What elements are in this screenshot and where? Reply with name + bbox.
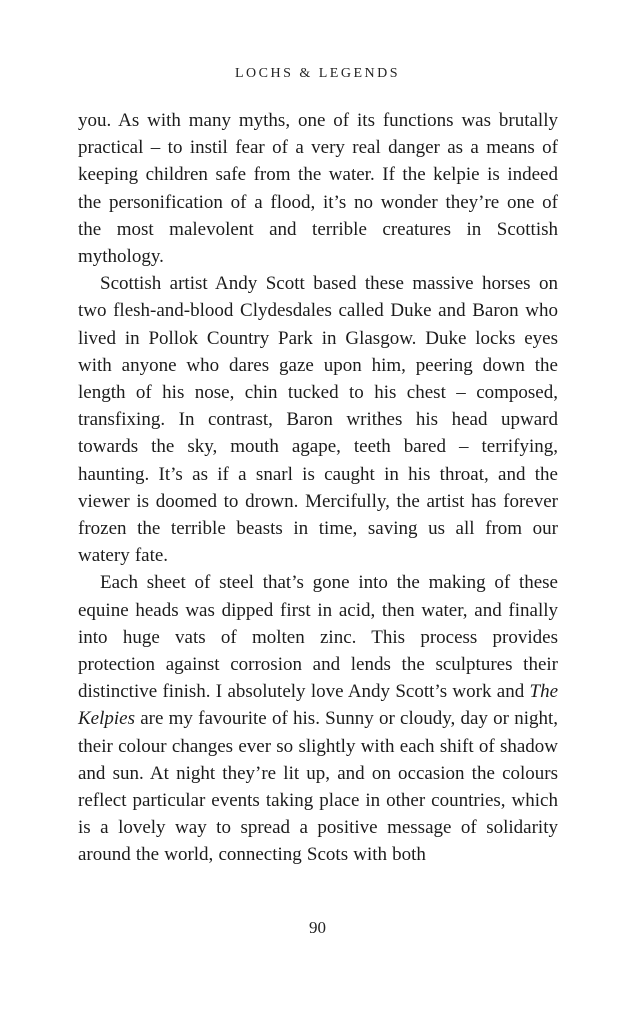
paragraph bbox=[78, 569, 558, 868]
text-run: are my favourite of his. Sunny or cloudy, day or night, their colour changes ever so slightly with each shift of shadow and sun. At night they’re lit up, and on occasion the colours reflect particular events taking place in other countries, which is a lovely way to spread a positive message of solidarity around the world, connecting Scots with both bbox=[78, 708, 558, 866]
body-text bbox=[78, 107, 558, 869]
text-run: you. As with many myths, one of its functions was brutally practical – to instil fear of a very real danger as a means of keeping children safe from the water. If the kelpie is indeed the personification of a flood, it’s no wonder they’re one of the most malevolent and terrible creatures in Scottish mythology. bbox=[78, 110, 558, 268]
italic-text-run: The Kelpies bbox=[78, 681, 558, 730]
page-number: 90 bbox=[309, 918, 326, 937]
paragraph bbox=[78, 107, 558, 270]
running-header: LOCHS & LEGENDS bbox=[234, 66, 401, 81]
text-run: Scottish artist Andy Scott based these massive horses on two flesh-and-blood Clydesdales called Duke and Baron who lived in Pollok Country Park in Glasgow. Duke locks eyes with anyone who dares gaze upon him, peering down the length of his nose, chin tucked to his chest – composed, transfixing. In contrast, Baron writhes his head upward towards the sky, mouth agape, teeth bared – terrifying, haunting. It’s as if a snarl is caught in his throat, and the viewer is doomed to drown. Mercifully, the artist has forever frozen the terrible beasts in time, saving us all from our watery fate. bbox=[78, 273, 558, 567]
paragraph bbox=[78, 270, 558, 569]
text-run: Each sheet of steel that’s gone into the making of these equine heads was dipped first in acid, then water, and finally into huge vats of molten zinc. This process provides protection against corrosion and lends the sculptures their distinctive finish. I absolutely love Andy Scott’s work and bbox=[78, 572, 558, 703]
